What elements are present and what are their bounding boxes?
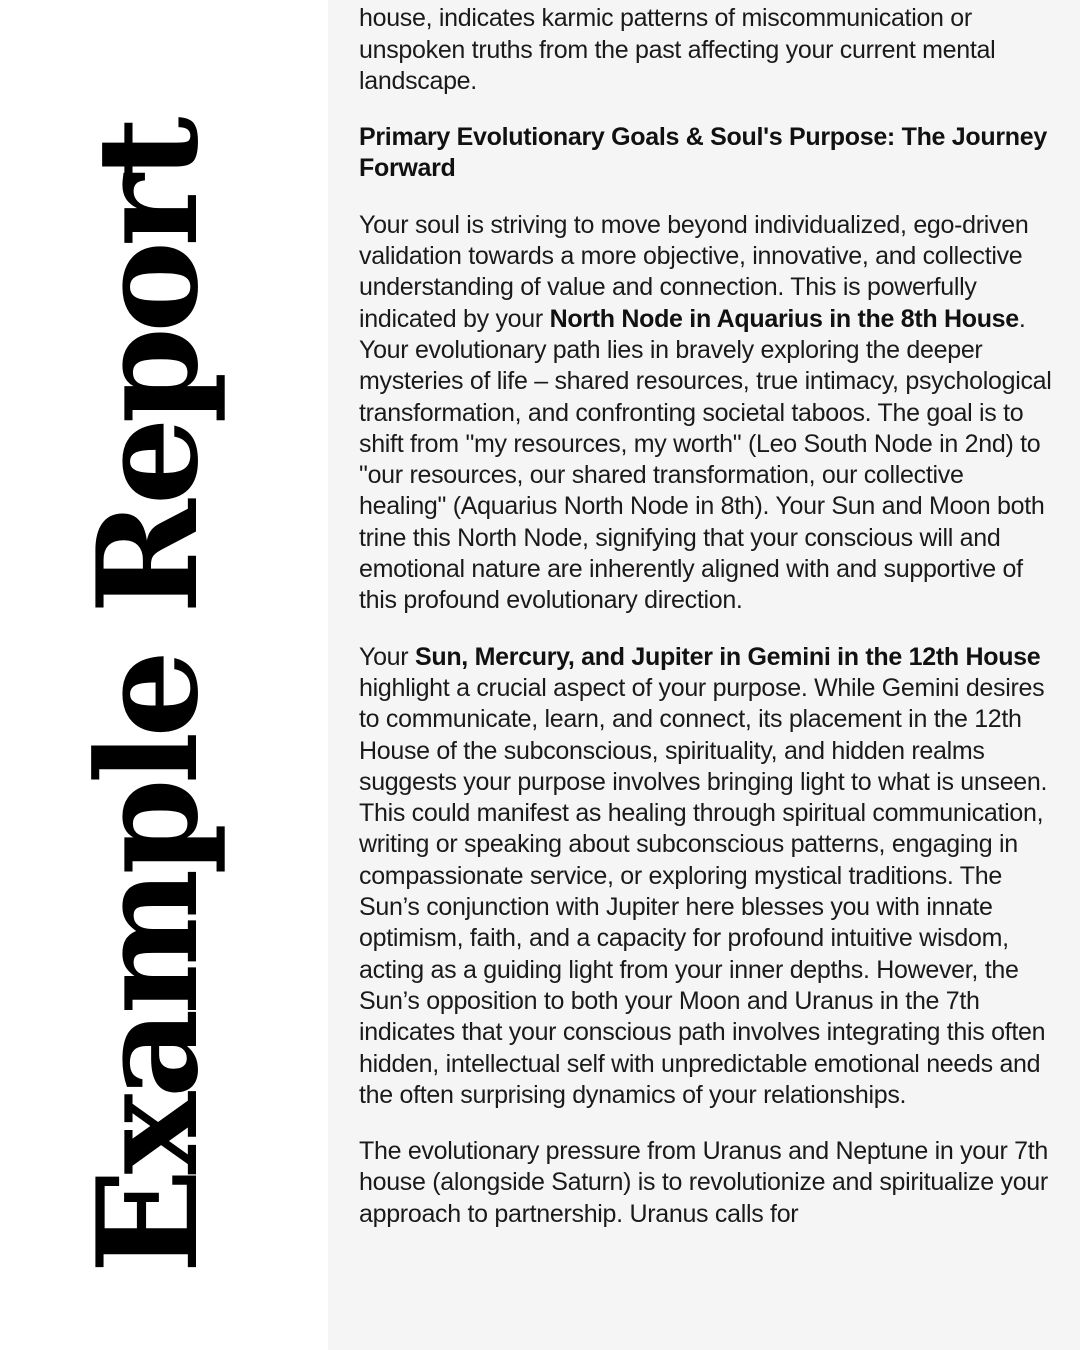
body-text: The evolutionary pressure from Uranus and Neptune in your 7th house (alongside Saturn) is to revolutionize and spiritualize your approach to partnership. Uranus calls for xyxy=(359,1137,1049,1228)
title-band xyxy=(0,0,328,1350)
gemini-paragraph xyxy=(359,642,1054,1111)
report-content xyxy=(359,0,1054,1255)
emphasis-text: Sun, Mercury, and Jupiter in Gemini in the 12th House xyxy=(414,642,1041,671)
section-heading: Primary Evolutionary Goals & Soul's Purpose: The Journey Forward xyxy=(359,123,1047,183)
report-title: Example Report xyxy=(66,122,229,1274)
report-panel[interactable] xyxy=(328,0,1080,1350)
north-node-paragraph xyxy=(359,210,1054,617)
emphasis-text: North Node in Aquarius in the 8th House xyxy=(549,304,1019,333)
body-text: Your soul is striving to move beyond individualized, ego-driven validation towards a more objective, innovative, and collective understanding of value and connection. This is powerfully indicated by your xyxy=(359,210,1029,333)
intro-paragraph xyxy=(359,0,1054,97)
body-text: Your xyxy=(359,642,415,671)
body-text: highlight a crucial aspect of your purpose. While Gemini desires to communicate, learn, and connect, its placement in the 12th House of the subconscious, spirituality, and hidden realms suggests your purpose involves bringing light to what is unseen. This could manifest as healing through spiritual communication, writing or speaking about subconscious patterns, engaging in compassionate service, or exploring mystical traditions. The Sun’s conjunction with Jupiter here blesses you with innate optimism, faith, and a capacity for profound intuitive wisdom, acting as a guiding light from your inner depths. However, the Sun’s opposition to both your Moon and Uranus in the 7th indicates that your conscious path involves integrating this often hidden, intellectual self with unpredictable emotional needs and the often surprising dynamics of your relationships. xyxy=(359,673,1048,1109)
uranus-paragraph xyxy=(359,1136,1054,1230)
body-text: house, indicates karmic patterns of miscommunication or unspoken truths from the past affecting your current mental landscape. xyxy=(359,4,996,95)
body-text: . Your evolutionary path lies in bravely exploring the deeper mysteries of life – shared resources, true intimacy, psychological transformation, and confronting societal taboos. The goal is to shift from "my resources, my worth" (Leo South Node in 2nd) to "our resources, our shared transformation, our collective healing" (Aquarius North Node in 8th). Your Sun and Moon both trine this North Node, signifying that your conscious will and emotional nature are inherently aligned with and supportive of this profound evolutionary direction. xyxy=(359,304,1052,615)
